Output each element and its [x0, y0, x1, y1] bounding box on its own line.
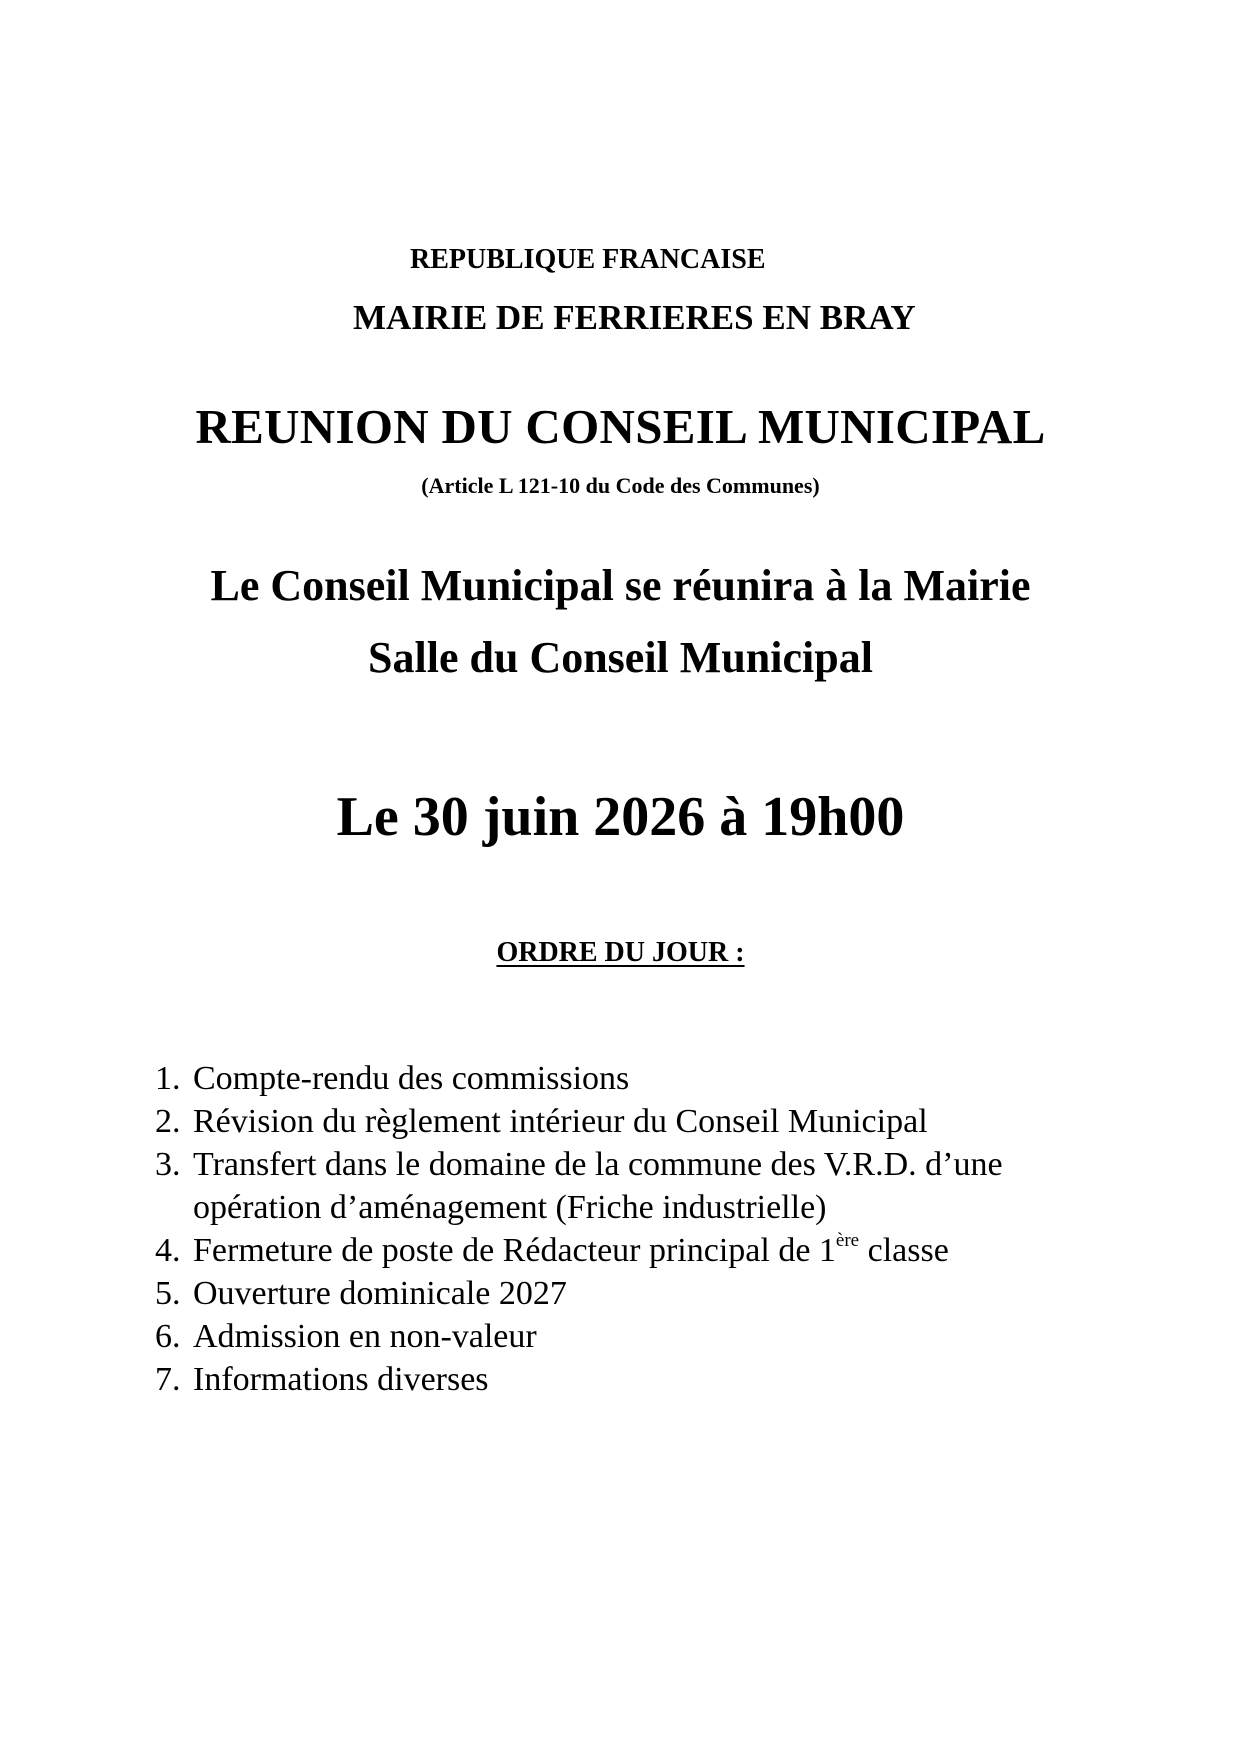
agenda-item-number: 1.: [155, 1060, 181, 1097]
agenda-list: [155, 1057, 1003, 1401]
agenda-item-number: 2.: [155, 1103, 181, 1140]
agenda-item: [155, 1143, 1003, 1229]
agenda-item-text-multiline: [193, 1143, 1003, 1229]
agenda-item-text: Informations diverses: [193, 1361, 489, 1398]
agenda-item: [155, 1100, 1003, 1143]
agenda-item-text-part: classe: [859, 1232, 949, 1269]
agenda-item-text: Compte-rendu des commissions: [193, 1060, 630, 1097]
agenda-item-text-part: Fermeture de poste de Rédacteur principal de 1: [193, 1232, 836, 1269]
agenda-item: [155, 1229, 1003, 1272]
agenda-item: [155, 1315, 1003, 1358]
agenda-item: [155, 1272, 1003, 1315]
republique-francaise-heading: REPUBLIQUE FRANCAISE: [410, 244, 766, 275]
agenda-item-number: 7.: [155, 1361, 181, 1398]
agenda-heading: ORDRE DU JOUR :: [496, 937, 745, 968]
article-reference: (Article L 121-10 du Code des Communes): [421, 473, 820, 498]
agenda-item-number: 3.: [155, 1146, 181, 1183]
agenda-item-text-line: opération d’aménagement (Friche industrielle): [193, 1189, 827, 1226]
agenda-item-text-line: Transfert dans le domaine de la commune des V.R.D. d’une: [193, 1146, 1003, 1183]
page-title: REUNION DU CONSEIL MUNICIPAL: [195, 399, 1046, 454]
meeting-date-time: Le 30 juin 2026 à 19h00: [336, 786, 905, 848]
agenda-item-number: 5.: [155, 1275, 181, 1312]
agenda-item-text: [193, 1229, 949, 1272]
location-line-2: Salle du Conseil Municipal: [368, 633, 873, 682]
ordinal-superscript: ère: [835, 1230, 860, 1251]
mairie-heading: MAIRIE DE FERRIERES EN BRAY: [353, 298, 916, 337]
agenda-item-text: Ouverture dominicale 2027: [193, 1275, 567, 1312]
location-line-1: Le Conseil Municipal se réunira à la Mairie: [210, 561, 1031, 610]
agenda-item-text: Admission en non-valeur: [193, 1318, 537, 1355]
agenda-item-number: 6.: [155, 1318, 181, 1355]
agenda-item-number: 4.: [155, 1232, 181, 1269]
agenda-item: [155, 1358, 1003, 1401]
agenda-item-text: Révision du règlement intérieur du Conseil Municipal: [193, 1103, 928, 1140]
agenda-item: [155, 1057, 1003, 1100]
